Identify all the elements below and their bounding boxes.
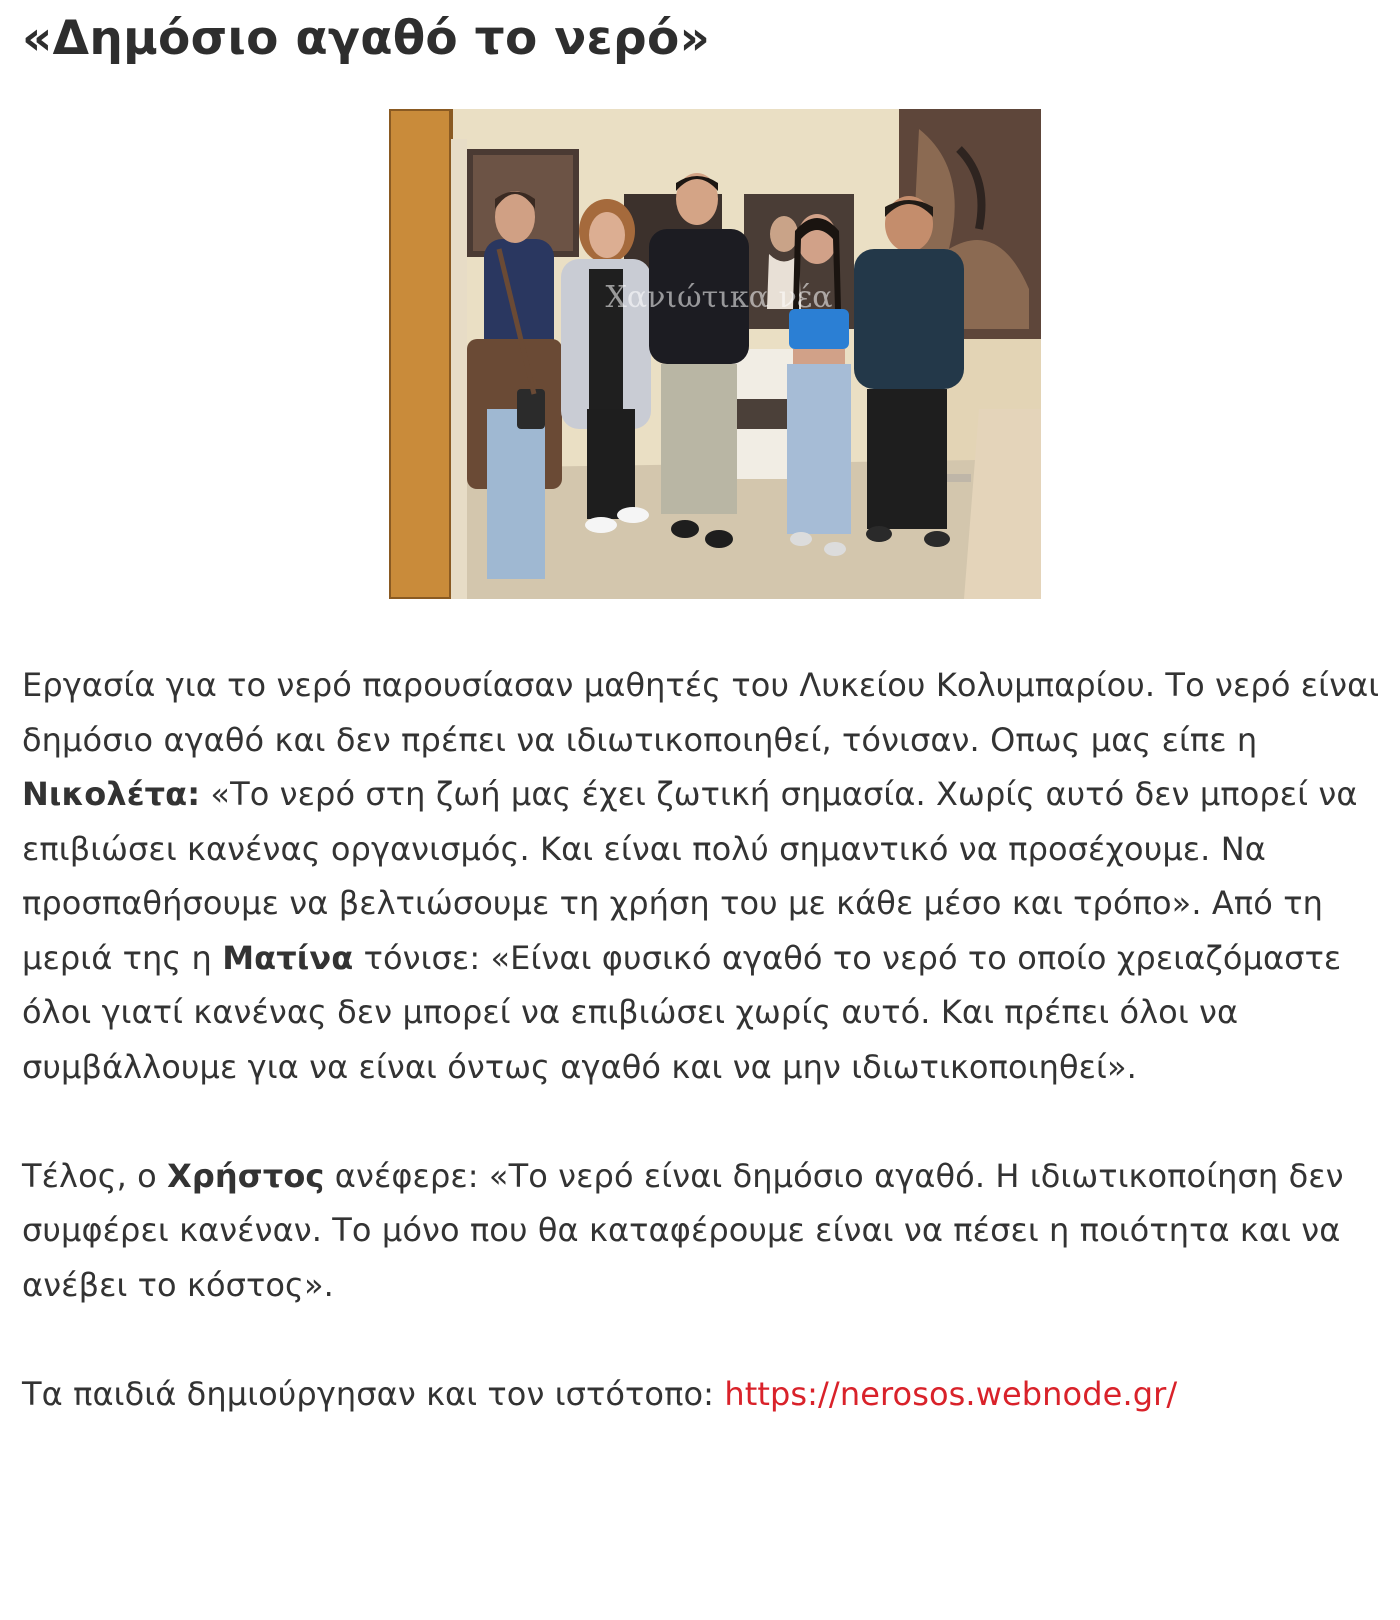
paragraph [22, 1367, 1382, 1422]
door [389, 109, 451, 599]
speaker-name: Νικολέτα: [22, 775, 201, 813]
paragraph-text: Εργασία για το νερό παρουσίασαν μαθητές του Λυκείου Κολυμπαρίου. Το νερό είναι δημόσιο αγαθό και δεν πρέπει να ιδιωτικοποιηθεί, τόνισαν. Οπως μας είπε η [22, 666, 1380, 759]
article-body [22, 658, 1382, 1421]
paragraph-text: Τέλος, ο [22, 1156, 168, 1195]
article-title: «Δημόσιο αγαθό το νερό» [22, 11, 711, 66]
paragraph-text: τόνισε: «Είναι φυσικό αγαθό το νερό το οποίο χρειαζόμαστε όλοι γιατί κανένας δεν μπορεί να επιβιώσει χωρίς αυτό. Και πρέπει όλοι να συμβάλλουμε για να είναι όντως αγαθό και να μην ιδιωτικοποιηθεί». [22, 938, 1342, 1086]
photo-watermark: Χανιώτικα νέα [605, 280, 833, 315]
paragraph-text: «Το νερό στη ζωή μας έχει ζωτική σημασία. Χωρίς αυτό δεν μπορεί να επιβιώσει κανένας οργανισμός. Και είναι πολύ σημαντικό να προσέχουμε. Να προσπαθήσουμε να βελτιώσουμε τη χρήση του με κάθε μέσο και τρόπο». Από τη μεριά της η [22, 775, 1358, 977]
group-photo-illustration [389, 109, 1041, 599]
website-link[interactable]: https://nerosos.webnode.gr/ [724, 1374, 1178, 1413]
paragraph-text: ανέφερε: «Το νερό είναι δημόσιο αγαθό. Η ιδιωτικοποίηση δεν συμφέρει κανέναν. Το μόνο που θα καταφέρουμε είναι να πέσει η ποιότητα και να ανέβει το κόστος». [22, 1156, 1344, 1304]
speaker-name: Ματίνα [222, 938, 354, 977]
article-photo [389, 109, 1041, 599]
paragraph [22, 1149, 1382, 1313]
paragraph-text: Τα παιδιά δημιούργησαν και τον ιστότοπο: [22, 1374, 725, 1413]
speaker-name: Χρήστος [167, 1156, 325, 1195]
paragraph [22, 658, 1382, 1094]
